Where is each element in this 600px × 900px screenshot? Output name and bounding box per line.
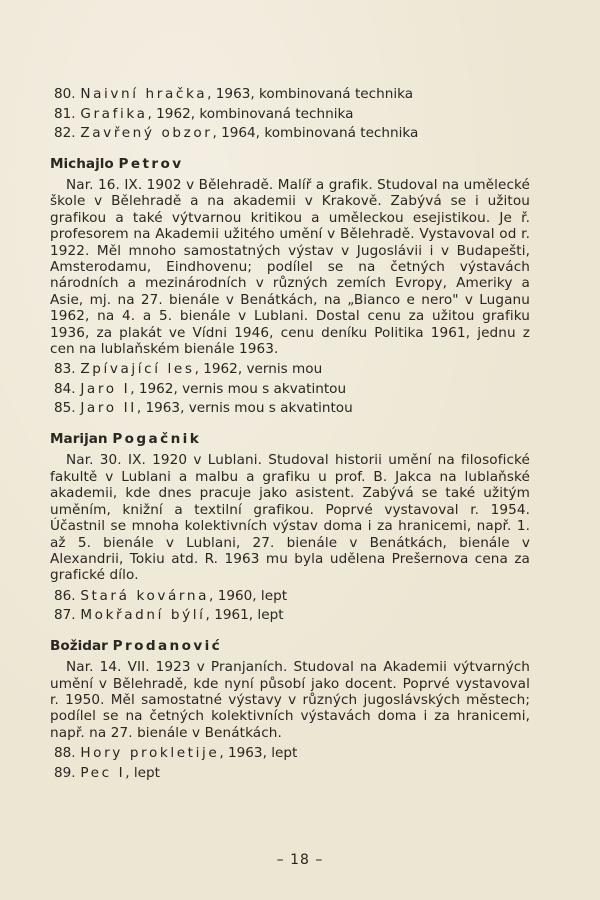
page-number: – 18 – [276,852,324,868]
work-number: 82. [54,125,76,141]
work-entry [54,765,530,782]
work-title: Zavřený obzor [80,125,213,141]
work-entry [54,400,530,417]
artist-biography: Nar. 14. VII. 1923 v Pranjaních. Studoval na Akademii výtvarných umění v Bělehradě, kde nyní působí jako docent. Poprvé vystavoval r. 1950. Měl samostatné výstavy v různých jugoslávských městech; podílel se na četných kolektivních výstavách doma i za hranicemi, např. na 27. bienále v Benátkách. [50,659,530,741]
artist-heading [50,638,530,655]
artist-surname: Prodanović [112,637,223,654]
work-details: , lept [125,764,160,781]
artist-heading [50,156,530,173]
work-details: , 1962, vernis mou s akvatintou [130,380,347,397]
work-details: , 1964, kombinovaná technika [212,125,419,141]
work-title: Hory prokletije [80,745,220,762]
work-details: , 1962, vernis mou [194,361,323,378]
work-list-continued [54,86,530,142]
work-title: Jaro I [80,380,131,397]
artist-biography: Nar. 16. IX. 1902 v Bělehradě. Malíř a grafik. Studoval na umělecké škole v Bělehradě a na akademii v Krakově. Zabývá se i užitou grafikou a také výtvarnou kritikou a uměleckou esejistikou. Je ř. profesorem na Akademii užitého umění v Bělehradě. Vystavoval od r. 1922. Měl mnoho samostatných výstav v Jugoslávii i v Budapešti, Amsterodamu, Eindhovenu; podílel se na četných výstavách národních a mezinárodních v různých zemích Evropy, Ameriky a Asie, mj. na 27. bienále v Benátkách, na „Bianco e nero" v Luganu 1962, na 4. a 5. bienále v Lublani. Dostal cenu za užitou grafiku 1936, za plakát ve Vídni 1946, cenu deníku Politika 1961, jednu z cen na lublaňském bienále 1963. [50,177,531,358]
work-title: Grafika [80,105,148,122]
artist-heading [50,431,530,448]
work-entry [54,381,530,398]
work-title: Jaro II [80,400,137,417]
artist-biography: Nar. 30. IX. 1920 v Lublani. Studoval historii umění na filosofické fakultě v Lublani a malbu a grafiku u prof. B. Jakca na lublaňské akademii, kde dnes pracuje jako asistent. Zabývá se také užitým uměním, knižní a textilní grafikou. Poprvé vystavoval r. 1954. Účastnil se mnoha kolektivních výstav doma i za hranicemi, např. 1. až 5. bienále v Lublani, 27. bienále v Benátkách, bienále v Alexandrii, Tokiu atd. R. 1963 mu byla udělena Prešernova cena za grafické dílo. [50,452,530,584]
work-details: , 1962, kombinovaná technika [147,105,354,122]
work-entry [54,106,530,123]
work-details: , 1963, kombinovaná technika [207,86,414,102]
work-entry [54,86,530,103]
artist-first-name: Michajlo [50,155,114,172]
work-title: Naivní hračka [80,86,208,102]
work-number: 81. [54,105,76,122]
work-details: , 1961, lept [205,607,284,624]
artist-first-name: Marijan [50,430,108,447]
work-details: , 1963, vernis mou s akvatintou [136,400,353,417]
work-entry [54,361,530,378]
work-title: Stará kovárna [80,587,210,604]
work-entry [54,125,530,142]
work-entry [54,588,530,605]
work-entry [54,607,530,624]
work-number: 87. [54,607,76,624]
work-number: 88. [54,745,76,762]
work-title: Pec I [80,764,126,781]
work-number: 89. [54,764,76,781]
work-number: 85. [54,400,76,417]
artist-first-name: Božidar [50,637,108,654]
work-entry [54,745,530,762]
artist-surname: Petrov [118,155,184,172]
work-list [54,745,530,781]
work-details: , 1960, lept [209,587,288,604]
work-title: Mokřadní býlí [80,607,206,624]
work-title: Zpívající les [80,361,195,378]
work-details: , 1963, lept [219,745,298,762]
work-number: 83. [54,361,76,378]
work-number: 86. [54,587,76,604]
page-content [50,86,530,784]
work-list [54,361,530,417]
work-list [54,588,530,624]
work-number: 84. [54,380,76,397]
artist-surname: Pogačnik [112,430,202,447]
work-number: 80. [54,86,76,102]
